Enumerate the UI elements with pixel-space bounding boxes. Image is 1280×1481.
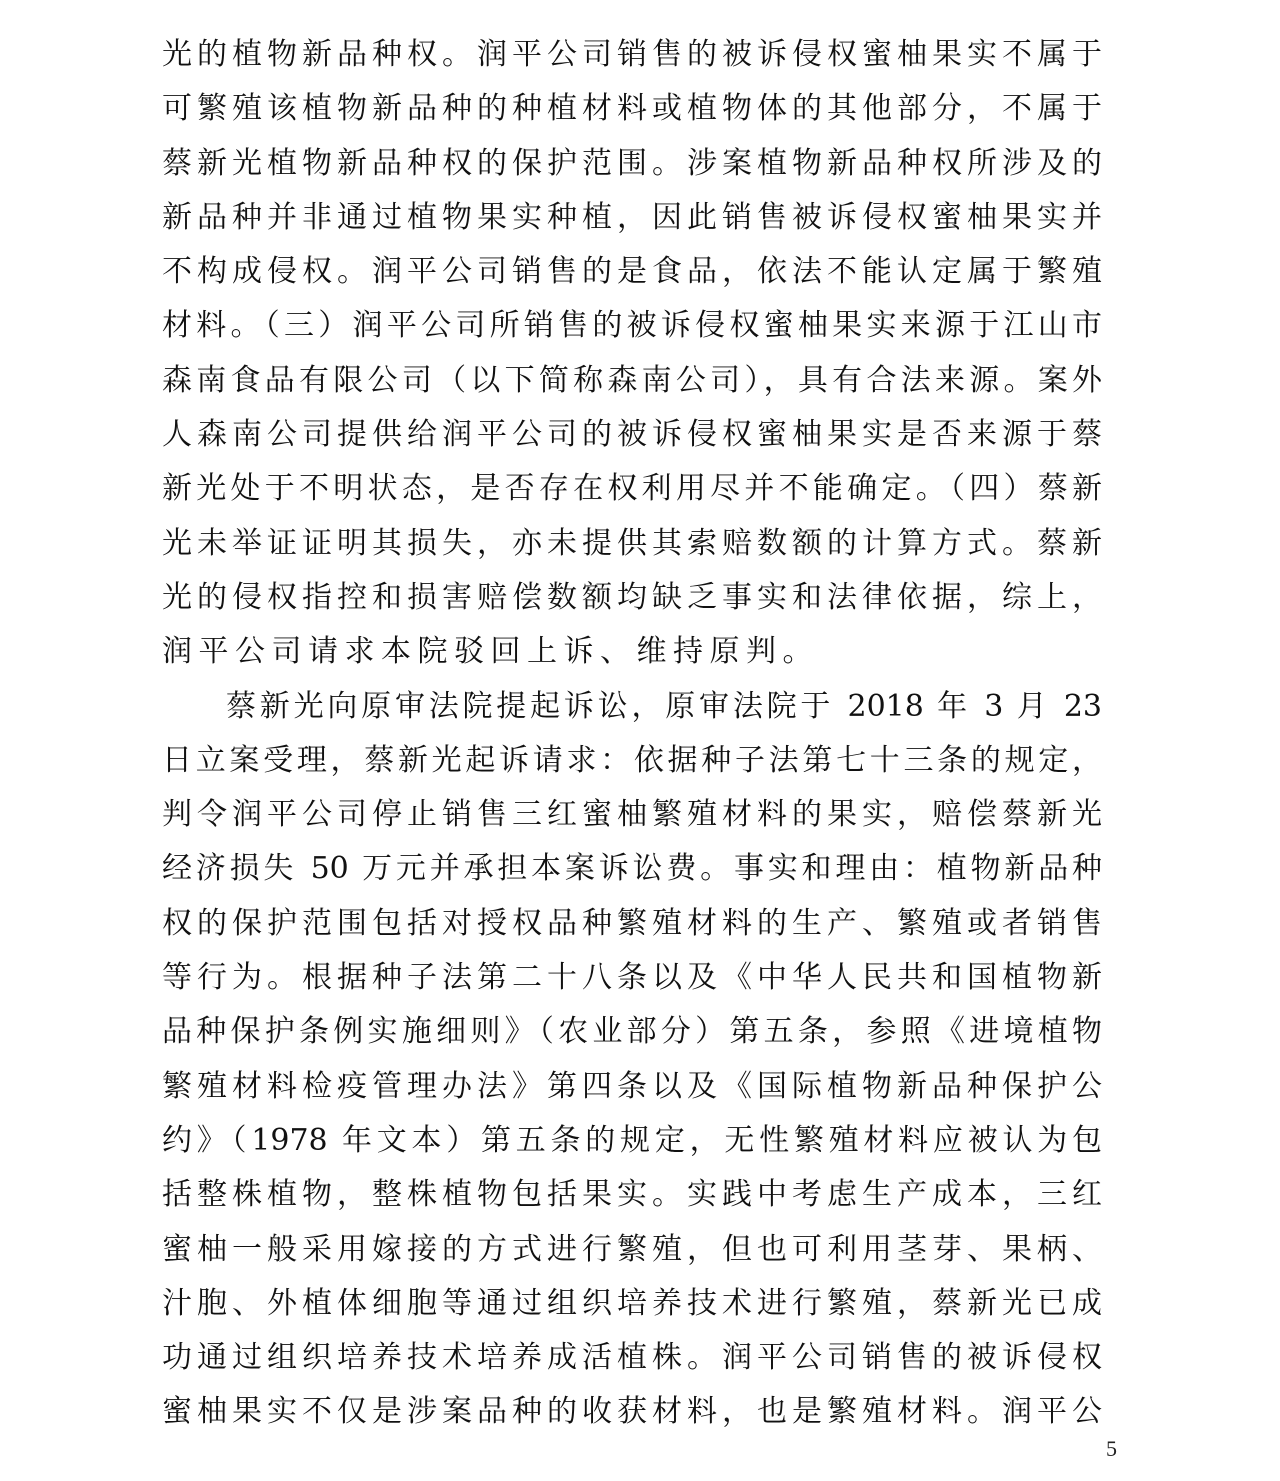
text-line: 润平公司请求本院驳回上诉、维持原判。 [162, 634, 819, 670]
text-line: 不构成侵权。润平公司销售的是食品，依法不能认定属于繁殖 [162, 254, 1102, 290]
text-line: 蔡新光植物新品种权的保护范围。涉案植物新品种权所涉及的 [162, 145, 1102, 181]
text-line: 光的侵权指控和损害赔偿数额均缺乏事实和法律依据，综上， [162, 579, 1102, 615]
text-line: 等行为。根据种子法第二十八条以及《中华人民共和国植物新 [162, 960, 1102, 996]
text-line: 日立案受理，蔡新光起诉请求：依据种子法第七十三条的规定， [162, 742, 1102, 778]
text-line: 蜜柚果实不仅是涉案品种的收获材料，也是繁殖材料。润平公 [162, 1394, 1102, 1430]
text-line: 经济损失 50 万元并承担本案诉讼费。事实和理由：植物新品种 [162, 851, 1102, 887]
text-line: 品种保护条例实施细则》（农业部分）第五条，参照《进境植物 [162, 1014, 1102, 1050]
body-text [162, 28, 1102, 1440]
page-number: 5 [1106, 1436, 1117, 1461]
text-line: 繁殖材料检疫管理办法》第四条以及《国际植物新品种保护公 [162, 1068, 1102, 1104]
text-line: 光的植物新品种权。润平公司销售的被诉侵权蜜柚果实不属于 [162, 37, 1102, 72]
text-line: 判令润平公司停止销售三红蜜柚繁殖材料的果实，赔偿蔡新光 [162, 797, 1102, 833]
text-line: 新光处于不明状态，是否存在权利用尽并不能确定。（四）蔡新 [162, 471, 1102, 507]
text-line: 新品种并非通过植物果实种植，因此销售被诉侵权蜜柚果实并 [162, 199, 1102, 235]
text-line: 可繁殖该植物新品种的种植材料或植物体的其他部分，不属于 [162, 91, 1102, 127]
text-line: 蜜柚一般采用嫁接的方式进行繁殖，但也可利用茎芽、果柄、 [162, 1231, 1102, 1267]
text-line: 材料。（三）润平公司所销售的被诉侵权蜜柚果实来源于江山市 [162, 308, 1102, 344]
text-line: 括整株植物，整株植物包括果实。实践中考虑生产成本，三红 [162, 1177, 1102, 1213]
text-line: 功通过组织培养技术培养成活植株。润平公司销售的被诉侵权 [162, 1340, 1102, 1376]
text-line: 约》（1978 年文本）第五条的规定，无性繁殖材料应被认为包 [162, 1122, 1102, 1158]
text-line: 权的保护范围包括对授权品种繁殖材料的生产、繁殖或者销售 [162, 905, 1102, 941]
text-line: 汁胞、外植体细胞等通过组织培养技术进行繁殖，蔡新光已成 [162, 1285, 1102, 1321]
text-line: 光未举证证明其损失，亦未提供其索赔数额的计算方式。蔡新 [162, 525, 1102, 561]
text-line: 人森南公司提供给润平公司的被诉侵权蜜柚果实是否来源于蔡 [162, 417, 1102, 453]
text-line: 森南食品有限公司（以下简称森南公司），具有合法来源。案外 [162, 362, 1102, 398]
text-line: 蔡新光向原审法院提起诉讼，原审法院于 2018 年 3 月 23 [226, 688, 1102, 724]
